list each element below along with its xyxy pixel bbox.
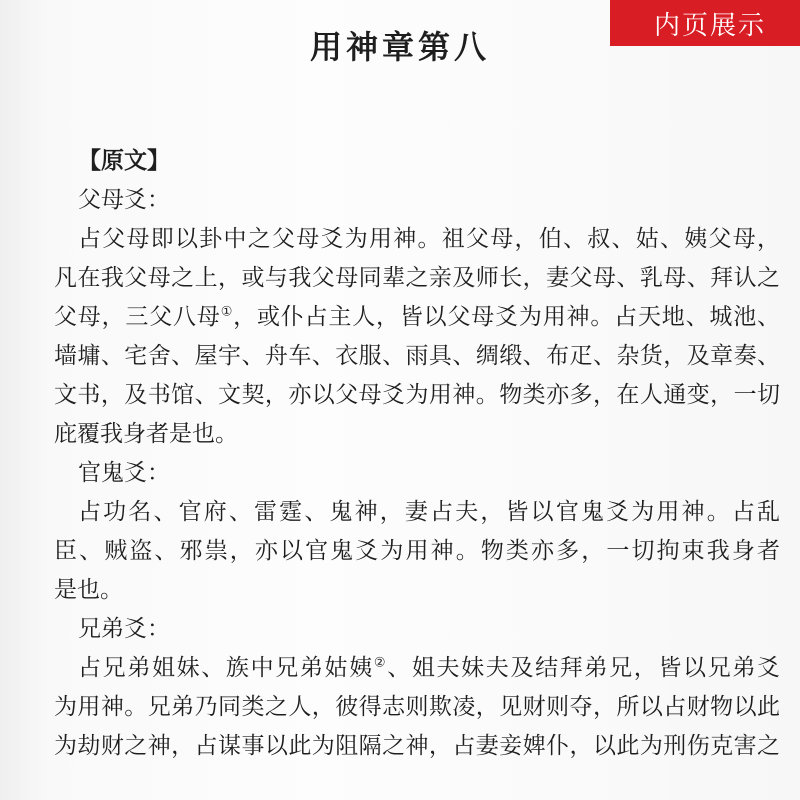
officials-line-1: 占功名、官府、雷霆、鬼神，妻占夫，皆以官鬼爻为用神。占乱 <box>78 499 780 525</box>
parents-line-3-end: ，或仆占主人，皆以父母爻为用神。占天地、城池、 <box>233 304 780 330</box>
parents-line-4: 墙墉、宅舍、屋宇、舟车、衣服、雨具、绸缎、布疋、杂货，及章奏、 <box>54 343 780 369</box>
section-label-line <box>78 142 780 181</box>
siblings-line-1 <box>78 649 780 688</box>
siblings-line-2: 为用神。兄弟乃同类之人，彼得志则欺凌，见财则夺，所以占财物以此 <box>54 694 780 720</box>
parents-line-3-start: 父母，三父八母 <box>54 304 221 330</box>
siblings-label: 兄弟爻： <box>78 616 170 642</box>
officials-label: 官鬼爻： <box>78 460 170 486</box>
parents-line-5: 文书，及书馆、文契，亦以父母爻为用神。物类亦多，在人通变，一切 <box>54 382 780 408</box>
siblings-line-1-start: 占兄弟姐妹、族中兄弟姑姨 <box>78 655 374 681</box>
footnote-marker-2: ② <box>373 655 388 671</box>
original-text-body <box>54 142 780 766</box>
siblings-line-1-end: 、姐夫妹夫及结拜弟兄，皆以兄弟爻 <box>387 655 780 681</box>
officials-line-2: 臣、贼盗、邪祟，亦以官鬼爻为用神。物类亦多，一切拘束我身者 <box>54 538 780 564</box>
chapter-title: 用神章第八 <box>309 28 490 66</box>
parents-line-6: 庇覆我身者是也。 <box>54 421 238 447</box>
parents-line-1: 占父母即以卦中之父母爻为用神。祖父母，伯、叔、姑、姨父母， <box>78 226 780 252</box>
parents-line-2: 凡在我父母之上，或与我父母同辈之亲及师长，妻父母、乳母、拜认之 <box>54 265 780 291</box>
footnote-marker-1: ① <box>220 304 234 320</box>
inner-page-badge: 内页展示 <box>610 0 800 46</box>
section-label: 【原文】 <box>78 148 170 174</box>
officials-line-3: 是也。 <box>54 577 123 603</box>
parents-line-3 <box>54 298 780 337</box>
parents-label: 父母爻： <box>78 187 170 213</box>
siblings-line-3: 为劫财之神，占谋事以此为阻隔之神，占妻妾婢仆，以此为刑伤克害之 <box>54 733 780 759</box>
